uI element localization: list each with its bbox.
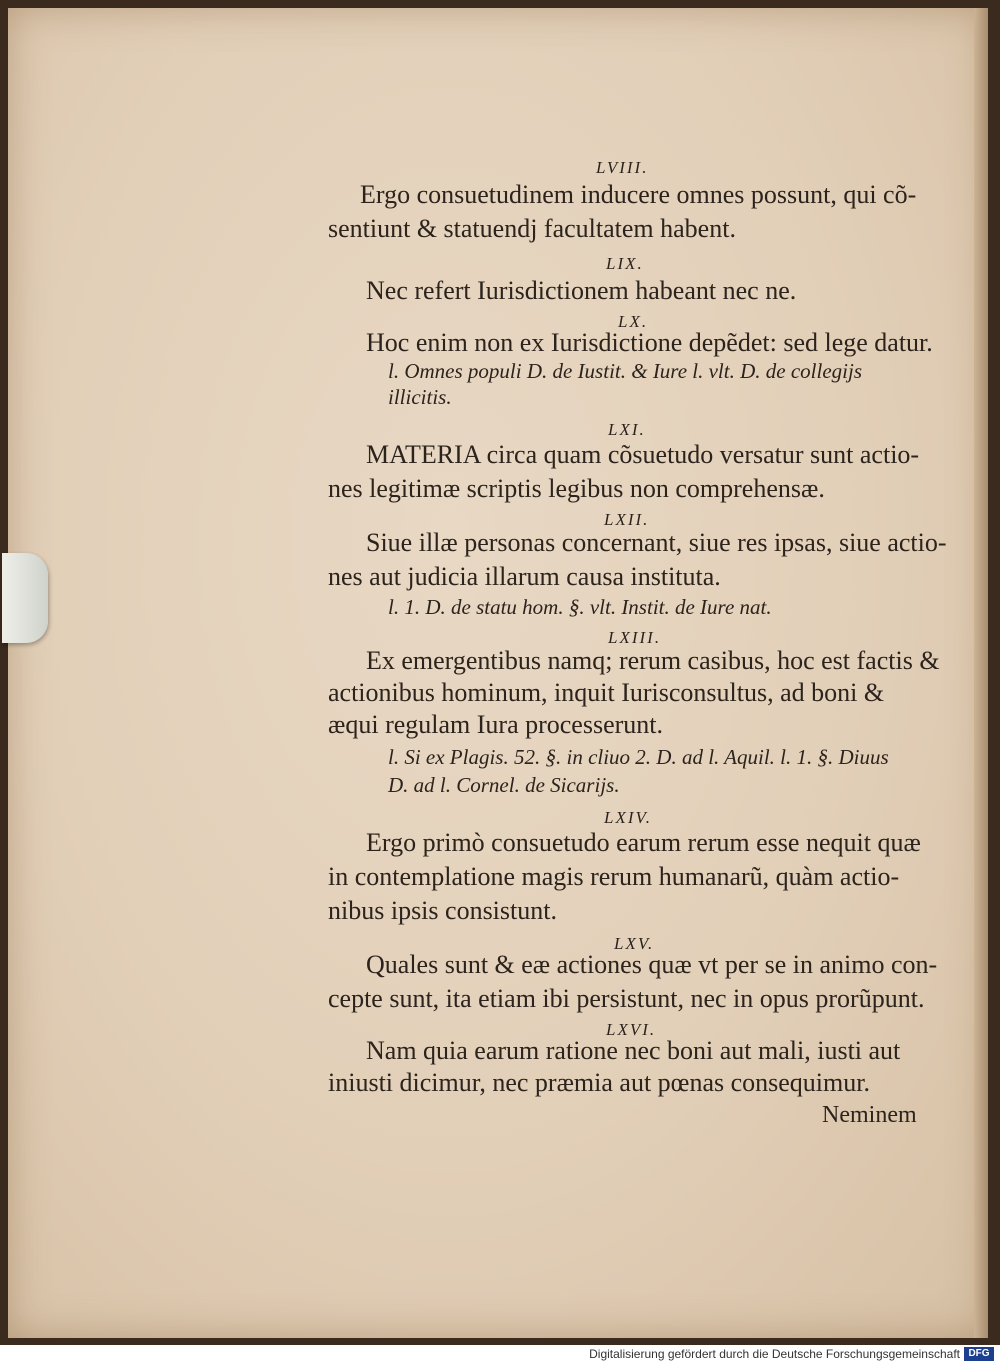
citation-line: l. Si ex Plagis. 52. §. in cliuo 2. D. ad l. Aquil. l. 1. §. Diuus (388, 745, 889, 769)
section-number: LXII. (604, 510, 650, 529)
page-edge (974, 8, 988, 1338)
text-line: Ergo primò consuetudo earum rerum esse nequit quæ (366, 828, 921, 857)
page-clip (2, 553, 48, 643)
section-number: LX. (618, 312, 649, 331)
section-number: LXI. (608, 420, 646, 439)
dfg-logo: DFG (964, 1347, 994, 1361)
text-line: MATERIA circa quam cõsuetudo versatur sunt actio- (366, 440, 920, 469)
catchword: Neminem (822, 1102, 917, 1128)
citation-line: D. ad l. Cornel. de Sicarijs. (388, 773, 620, 797)
text-line: iniusti dicimur, nec præmia aut pœnas consequimur. (328, 1068, 870, 1097)
text-line: nibus ipsis consistunt. (328, 896, 557, 925)
text-line: Nec refert Iurisdictionem habeant nec ne. (366, 276, 797, 305)
text-line: Ex emergentibus namq; rerum casibus, hoc est factis & (366, 646, 940, 675)
section-number: LXV. (614, 934, 655, 953)
citation-line: l. Omnes populi D. de Iustit. & Iure l. vlt. D. de collegijs (388, 359, 862, 383)
section-number: LXVI. (606, 1020, 657, 1039)
footer-bar (0, 1345, 1000, 1364)
text-line: nes aut judicia illarum causa instituta. (328, 562, 721, 591)
section-number: LIX. (606, 254, 644, 273)
text-line: æqui regulam Iura processerunt. (328, 710, 664, 739)
footer-credit: Digitalisierung gefördert durch die Deutsche Forschungsgemeinschaft (589, 1347, 960, 1361)
book-page (8, 8, 988, 1338)
section-number: LXIII. (608, 628, 662, 647)
text-line: actionibus hominum, inquit Iurisconsultus, ad boni & (328, 678, 885, 707)
text-line: sentiunt & statuendj facultatem habent. (328, 214, 736, 243)
text-line: Quales sunt & eæ actiones quæ vt per se in animo con- (366, 950, 938, 979)
text-line: Siue illæ personas concernant, siue res ipsas, siue actio- (366, 528, 947, 557)
text-line: nes legitimæ scriptis legibus non comprehensæ. (328, 474, 825, 503)
citation-line: illicitis. (388, 385, 452, 409)
text-line: Nam quia earum ratione nec boni aut mali, iusti aut (366, 1036, 901, 1065)
section-number: LVIII. (596, 158, 649, 177)
text-line: cepte sunt, ita etiam ibi persistunt, nec in opus prorũpunt. (328, 984, 925, 1013)
text-line: Hoc enim non ex Iurisdictione depẽdet: sed lege datur. (366, 328, 933, 357)
section-number: LXIV. (604, 808, 652, 827)
citation-line: l. 1. D. de statu hom. §. vlt. Instit. de Iure nat. (388, 595, 772, 619)
text-line: in contemplatione magis rerum humanarũ, quàm actio- (328, 862, 900, 891)
text-line: Ergo consuetudinem inducere omnes possunt, qui cõ- (360, 180, 917, 209)
